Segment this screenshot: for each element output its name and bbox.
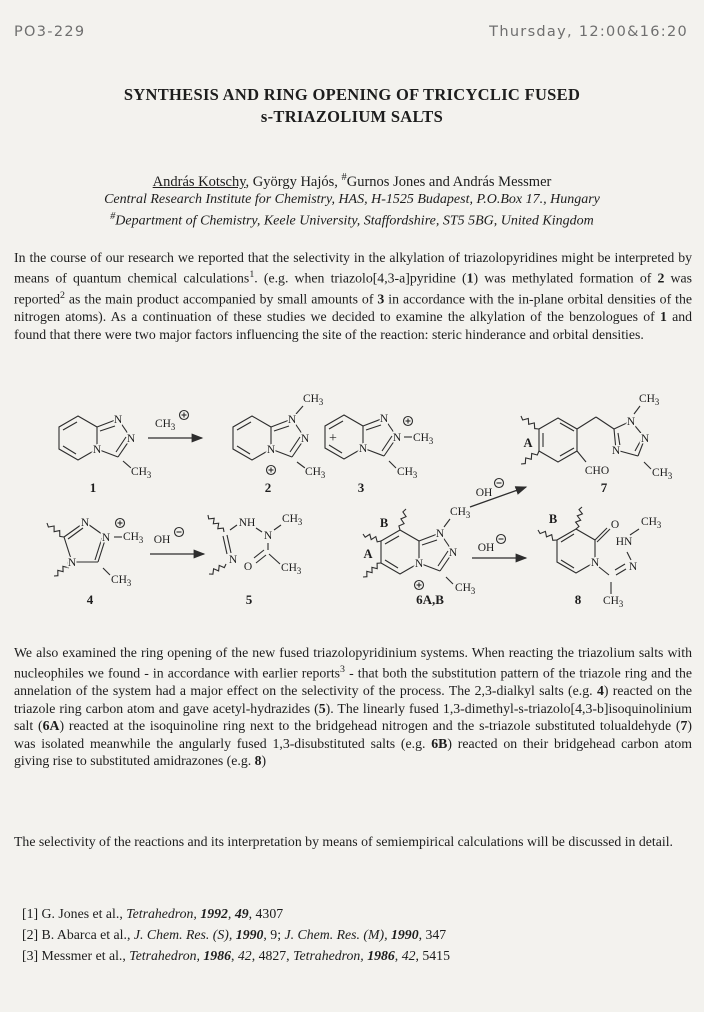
reagent-hydroxide-label: OH [477,542,495,554]
compound-4-structure [47,517,144,607]
atom-label-n: N [628,561,638,573]
wavy-bond [47,523,64,537]
methyl-sub: 3 [470,586,476,596]
compound-2-number: 2 [264,480,272,495]
reagent-hydroxide-label: OH [153,534,171,546]
plus-charge-icon [404,417,413,426]
affiliation-1: Central Research Institute for Chemistry, HAS, H-1525 Budapest, P.O.Box 17., Hungary [104,192,600,207]
reaction-arrow-hydroxide-left [150,528,204,555]
methyl-sub: 3 [320,470,326,480]
atom-label-n: N [414,558,424,570]
poster-number: PO3-229 [14,24,86,40]
plus-charge-icon [180,411,189,420]
plus-sign: + [329,431,337,446]
session-time: Thursday, 12:00&16:20 [489,24,688,40]
atom-label-hn: HN [615,536,633,548]
atom-label-nh: NH [238,517,256,529]
wavy-bond [209,564,226,574]
paragraph-3: The selectivity of the reactions and its interpretation by means of semiempirical calculations will be discussed in detail. [14,834,673,849]
ring-label-a: A [523,436,533,450]
methyl-sub: 3 [138,535,144,545]
compound-3-number: 3 [357,480,365,495]
methyl-label: CH [639,393,655,405]
compound-2-structure [233,393,326,495]
methyl-label: CH [413,432,429,444]
reaction-arrow-methylation [148,411,202,439]
wavy-bond [208,515,224,532]
compound-1-structure [59,414,152,495]
atom-label-n: N [392,432,402,444]
methyl-sub: 3 [412,470,418,480]
atom-label-n: N [626,416,636,428]
compound-8-structure [538,507,662,609]
methyl-label: CH [303,393,319,405]
atom-label-n: N [101,532,111,544]
methyl-sub: 3 [656,520,662,530]
atom-label-n: N [287,414,297,426]
plus-charge-icon [415,581,424,590]
methyl-sub: 3 [428,436,434,446]
wavy-bond [538,530,557,540]
compound-5-number: 5 [245,592,253,607]
author-line: András Kotschy, György Hajós, #Gurnos Jones and András Messmer [152,172,552,190]
plus-charge-icon [267,466,276,475]
references [22,903,684,966]
wavy-bond [399,509,406,530]
ring-label-a: A [363,547,373,561]
atom-label-o: O [610,519,620,531]
methyl-label: CH [455,582,471,594]
compound-8-number: 8 [574,592,582,607]
aldehyde-label: CHO [584,465,610,477]
methyl-sub: 3 [654,397,660,407]
atom-label-n: N [611,445,621,457]
atom-label-n: N [67,557,77,569]
wavy-bond [363,563,381,577]
methyl-label: CH [450,506,466,518]
methyl-sub: 3 [465,510,471,520]
reaction-arrow-hydroxide-right [472,535,526,559]
atom-label-n: N [228,554,238,566]
atom-label-n: N [113,414,123,426]
methyl-label: CH [652,467,668,479]
reagent-methyl-label: CH [155,418,171,430]
paragraph-1: In the course of our research we reported that the selectivity in the alkylation of triazolopyridines might be interpreted by means of quantum chemical calculations$^1$. (e.g. when triazolo[4,3-a]pyridine (1) was methylated formation of 2 was reported$^2$ as the main product accompanied by small amounts of 3 in accordance with the in-plane orbital densities of the nitrogen atoms). As a continuation of these studies we decided to examine the alkylation of the benzologues of 1 and found that there were two major factors influencing the site of the reaction: steric hinderance and orbital densities. [14,250,693,342]
reaction-scheme [0,388,704,638]
minus-charge-icon [495,479,504,488]
compound-5-structure [208,513,303,607]
atom-label-n: N [266,444,276,456]
methyl-label: CH [281,562,297,574]
methyl-sub: 3 [297,517,303,527]
methyl-sub: 3 [667,471,673,481]
compound-7-number: 7 [600,480,608,495]
atom-label-n: N [448,547,458,559]
methyl-label: CH [641,516,657,528]
methyl-sub: 3 [126,578,132,588]
atom-label-n: N [358,443,368,455]
wavy-bond [576,507,583,529]
affiliation-2: #Department of Chemistry, Keele University, Staffordshire, ST5 5BG, United Kingdom [110,211,594,229]
ring-label-b: B [548,512,558,526]
atom-label-n: N [590,557,600,569]
atom-label-n: N [379,413,389,425]
compound-4-number: 4 [86,592,94,607]
reference-3: [3] Messmer et al., Tetrahedron, 1986, 42, 4827, Tetrahedron, 1986, 42, 5415 [22,948,450,963]
atom-label-n: N [435,528,445,540]
methyl-label: CH [397,466,413,478]
reagent-hydroxide-label: OH [475,487,493,499]
methyl-label: CH [131,466,147,478]
wavy-bond [521,416,539,429]
atom-label-n: N [263,530,273,542]
methyl-sub: 3 [318,397,324,407]
methyl-sub: 3 [296,566,302,576]
atom-label-n: N [640,433,650,445]
methyl-label: CH [111,574,127,586]
reaction-arrow-hydroxide-diagonal [470,479,526,508]
wavy-bond [521,451,539,464]
title-line-1: SYNTHESIS AND RING OPENING OF TRICYCLIC FUSED [123,85,581,104]
compound-6ab-structure [363,506,476,607]
ring-label-b: B [379,516,389,530]
plus-charge-icon [116,519,125,528]
reference-2: [2] B. Abarca et al., J. Chem. Res. (S), 1990, 9; J. Chem. Res. (M), 1990, 347 [22,927,447,942]
wavy-bond [363,534,381,542]
atom-label-n: N [92,444,102,456]
methyl-label: CH [282,513,298,525]
compound-7-structure [521,393,673,495]
minus-charge-icon [497,535,506,544]
reagent-methyl-sub: 3 [170,422,176,432]
paragraph-2: We also examined the ring opening of the new fused triazolopyridinium systems. When reacting the triazolium salts with nucleophiles we found - in accordance with earlier reports$^3$ - that both the substitution pattern of the triazole ring and the annelation of the system had a major effect on the selectivity of the process. The 2,3-dialkyl salts (e.g. 4) reacted on the triazole ring carbon atom and gave acetyl-hydrazides (5). The linearly fused 1,3-dimethyl-s-triazolo[4,3-b]isoquinolinium salt (6A) reacted at the isoquinoline ring next to the bridgehead nitrogen and the s-triazole substituted tolualdehyde (7) was isolated meanwhile the angularly fused 1,3-disubstituted salts (e.g. 6B) reacted on their bridgehead carbon atom giving rise to substituted amidrazones (e.g. 8) [14,645,693,769]
atom-label-n: N [126,433,136,445]
methyl-label: CH [603,595,619,607]
methyl-sub: 3 [618,599,624,609]
methyl-label: CH [123,531,139,543]
minus-charge-icon [175,528,184,537]
atom-label-o: O [243,561,253,573]
compound-1-number: 1 [89,480,97,495]
compound-3-structure [325,413,434,495]
atom-label-n: N [300,433,310,445]
title-line-2: s-TRIAZOLIUM SALTS [260,107,444,126]
methyl-label: CH [305,466,321,478]
paper-title [0,84,704,128]
methyl-sub: 3 [146,470,152,480]
compound-6ab-number: 6A,B [416,592,444,607]
atom-label-n: N [80,517,90,529]
reference-1: [1] G. Jones et al., Tetrahedron, 1992, 49, 4307 [22,906,284,921]
